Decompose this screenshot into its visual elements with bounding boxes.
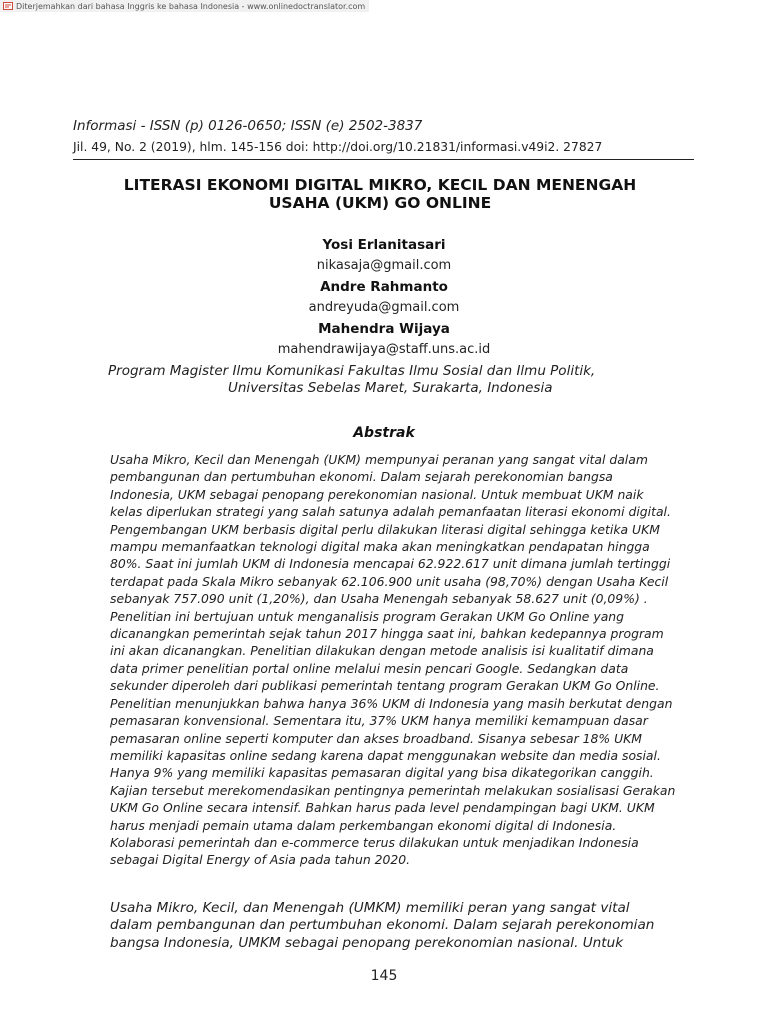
author-email[interactable]: andreyuda@gmail.com bbox=[308, 300, 460, 315]
translation-banner-text[interactable]: Diterjemahkan dari bahasa Inggris ke bahasa Indonesia - www.onlinedoctranslator.com bbox=[16, 1, 366, 11]
affiliation-line-1: Program Magister Ilmu Komunikasi Fakultas Ilmu Sosial dan Ilmu Politik, bbox=[108, 363, 596, 379]
document-translate-icon bbox=[3, 2, 13, 10]
author-name: Yosi Erlanitasari bbox=[322, 237, 446, 253]
author-email[interactable]: mahendrawijaya@staff.uns.ac.id bbox=[277, 342, 491, 357]
body-line: dalam pembangunan dan pertumbuhan ekonomi. Dalam sejarah perekonomian bbox=[110, 917, 655, 934]
abstract-line: Penelitian ini bertujuan untuk menganalisis program Gerakan UKM Go Online yang bbox=[110, 608, 625, 624]
header-divider bbox=[73, 159, 694, 160]
abstract-line: memiliki kapasitas online sedang karena dapat menggunakan website dan media sosial. bbox=[110, 747, 661, 763]
paper-title bbox=[100, 176, 660, 212]
abstract-line: pembangunan dan pertumbuhan ekonomi. Dalam sejarah perekonomian bangsa bbox=[110, 469, 613, 485]
translation-banner[interactable] bbox=[0, 0, 369, 12]
abstract-heading: Abstrak bbox=[353, 425, 415, 441]
abstract-text bbox=[110, 451, 676, 869]
abstract-line: Pengembangan UKM berbasis digital perlu dilakukan literasi digital sehingga ketika UKM bbox=[110, 521, 660, 537]
abstract-line: pemasaran konvensional. Sementara itu, 37% UKM hanya memiliki kemampuan dasar bbox=[110, 713, 648, 729]
journal-issn: Informasi - ISSN (p) 0126-0650; ISSN (e) 2502-3837 bbox=[73, 118, 423, 134]
abstract-line: Kajian tersebut merekomendasikan pentingnya pemerintah melakukan sosialisasi Gerakan bbox=[110, 782, 676, 798]
abstract-line: harus menjadi pemain utama dalam perkembangan ekonomi digital di Indonesia. bbox=[110, 817, 617, 833]
author-name: Andre Rahmanto bbox=[320, 279, 448, 295]
abstract-line: 80%. Saat ini jumlah UKM di Indonesia mencapai 62.922.617 unit dimana jumlah tertinggi bbox=[110, 556, 671, 572]
abstract-line: Hanya 9% yang memiliki kapasitas pemasaran digital yang bisa dikategorikan canggih. bbox=[110, 765, 654, 781]
body-line: Usaha Mikro, Kecil, dan Menengah (UMKM) memiliki peran yang sangat vital bbox=[110, 900, 630, 916]
affiliation bbox=[108, 363, 688, 397]
affiliation-line-2: Universitas Sebelas Maret, Surakarta, Indonesia bbox=[228, 380, 553, 396]
volume-doi: Jil. 49, No. 2 (2019), hlm. 145-156 doi: http://doi.org/10.21831/informasi.v49i2. 27827 bbox=[73, 140, 603, 154]
abstract-line: ini akan dicanangkan. Penelitian dilakukan dengan metode analisis isi kualitatif dimana bbox=[110, 643, 654, 659]
author-email[interactable]: nikasaja@gmail.com bbox=[316, 258, 452, 273]
paper-title-line-1: LITERASI EKONOMI DIGITAL MIKRO, KECIL DAN MENENGAH bbox=[123, 176, 637, 194]
abstract-line: Indonesia, UKM sebagai penopang perekonomian nasional. Untuk membuat UKM naik bbox=[110, 486, 644, 502]
author-name: Mahendra Wijaya bbox=[318, 321, 450, 337]
abstract-line: terdapat pada Skala Mikro sebanyak 62.106.900 unit usaha (98,70%) dengan Usaha Kecil bbox=[110, 573, 669, 589]
body-paragraph bbox=[110, 900, 670, 952]
abstract-line: UKM Go Online secara intensif. Bahkan harus pada level pendampingan bagi UKM. UKM bbox=[110, 800, 655, 816]
abstract-line: kelas diperlukan strategi yang salah satunya adalah pemanfaatan literasi ekonomi digital. bbox=[110, 504, 671, 520]
paper-title-line-2: USAHA (UKM) GO ONLINE bbox=[268, 194, 492, 212]
abstract-line: Penelitian menunjukkan bahwa hanya 36% UKM di Indonesia yang masih berkutat dengan bbox=[110, 695, 673, 711]
abstract-line: dicanangkan pemerintah sejak tahun 2017 hingga saat ini, bahkan kedepannya program bbox=[110, 626, 664, 642]
abstract-line: sebagai Digital Energy of Asia pada tahun 2020. bbox=[110, 852, 411, 868]
abstract-line: Usaha Mikro, Kecil dan Menengah (UKM) mempunyai peranan yang sangat vital dalam bbox=[110, 452, 648, 467]
abstract-line: data primer penelitian portal online melalui mesin pencari Google. Sedangkan data bbox=[110, 660, 629, 676]
abstract-line: pemasaran online seperti komputer dan akses broadband. Sisanya sebesar 18% UKM bbox=[110, 730, 642, 746]
page-number: 145 bbox=[370, 968, 398, 984]
abstract-line: mampu memanfaatkan teknologi digital maka akan meningkatkan pendapatan hingga bbox=[110, 539, 650, 555]
body-line: bangsa Indonesia, UMKM sebagai penopang perekonomian nasional. Untuk bbox=[110, 934, 624, 951]
abstract-line: sebanyak 757.090 unit (1,20%), dan Usaha Menengah sebanyak 58.627 unit (0,09%) . bbox=[110, 591, 648, 607]
abstract-line: sekunder diperoleh dari publikasi pemerintah tentang program Gerakan UKM Go Online. bbox=[110, 678, 660, 694]
abstract-line: Kolaborasi pemerintah dan e-commerce terus dilakukan untuk menjadikan Indonesia bbox=[110, 834, 639, 850]
